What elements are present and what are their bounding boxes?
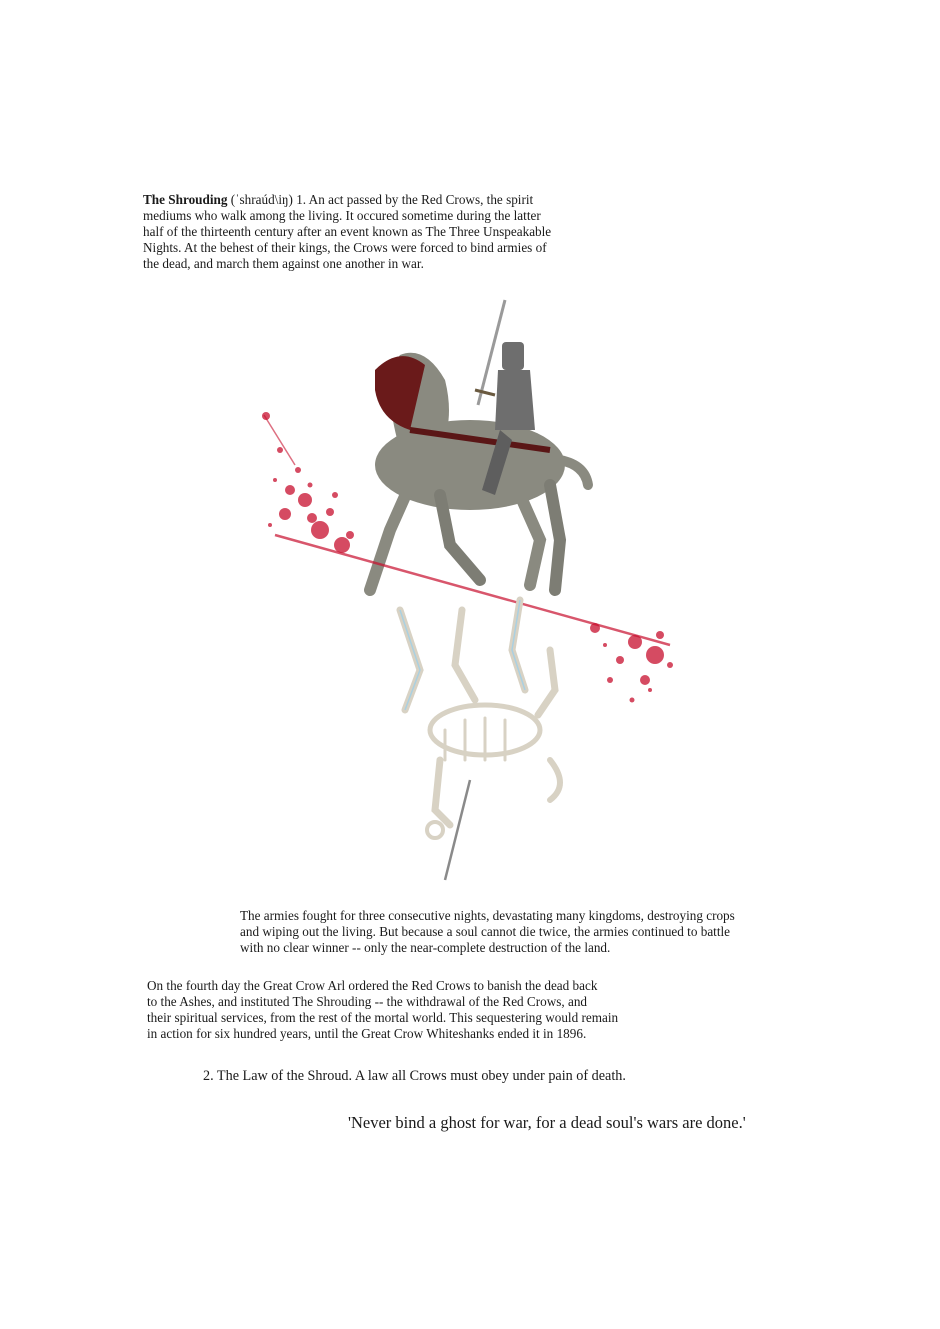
pronunciation: (ˈshraúd\iŋ) [230,192,293,207]
law-of-the-shroud: 2. The Law of the Shroud. A law all Crows must obey under pain of death. [203,1068,626,1084]
fourth-day-line: to the Ashes, and instituted The Shrouding -- the withdrawal of the Red Crows, and [147,994,588,1010]
fourth-day-line: their spiritual services, from the rest of the mortal world. This sequestering would remain [147,1010,619,1026]
definition-line: mediums who walk among the living. It occured sometime during the latter [143,208,541,224]
definition-term: The Shrouding [143,192,228,207]
skeleton-horse [400,600,560,838]
spear-shaft-left [264,415,295,465]
red-lance [275,535,670,645]
fourth-day-paragraph [147,978,687,1042]
fourth-day-line: On the fourth day the Great Crow Arl ordered the Red Crows to banish the dead back [147,978,598,993]
definition-paragraph [143,192,613,272]
definition-line: Nights. At the behest of their kings, the Crows were forced to bind armies of [143,240,547,256]
knight-skeleton-illustration [250,290,690,890]
definition-number: 1. [296,192,307,207]
armies-line: and wiping out the living. But because a soul cannot die twice, the armies continued to battle [240,924,731,940]
armies-line: The armies fought for three consecutive nights, devastating many kingdoms, destroying crops [240,908,735,923]
definition-line: half of the thirteenth century after an event known as The Three Unspeakable [143,224,552,240]
armies-paragraph [240,908,820,956]
skeleton-sword [445,780,470,880]
definition-line: the dead, and march them against one another in war. [143,256,424,272]
armies-line: with no clear winner -- only the near-complete destruction of the land. [240,940,611,956]
horse [370,353,588,590]
fourth-day-line: in action for six hundred years, until the Great Crow Whiteshanks ended it in 1896. [147,1026,587,1042]
shroud-quote: 'Never bind a ghost for war, for a dead soul's wars are done.' [348,1113,746,1132]
definition-line: An act passed by the Red Crows, the spirit [308,192,534,207]
